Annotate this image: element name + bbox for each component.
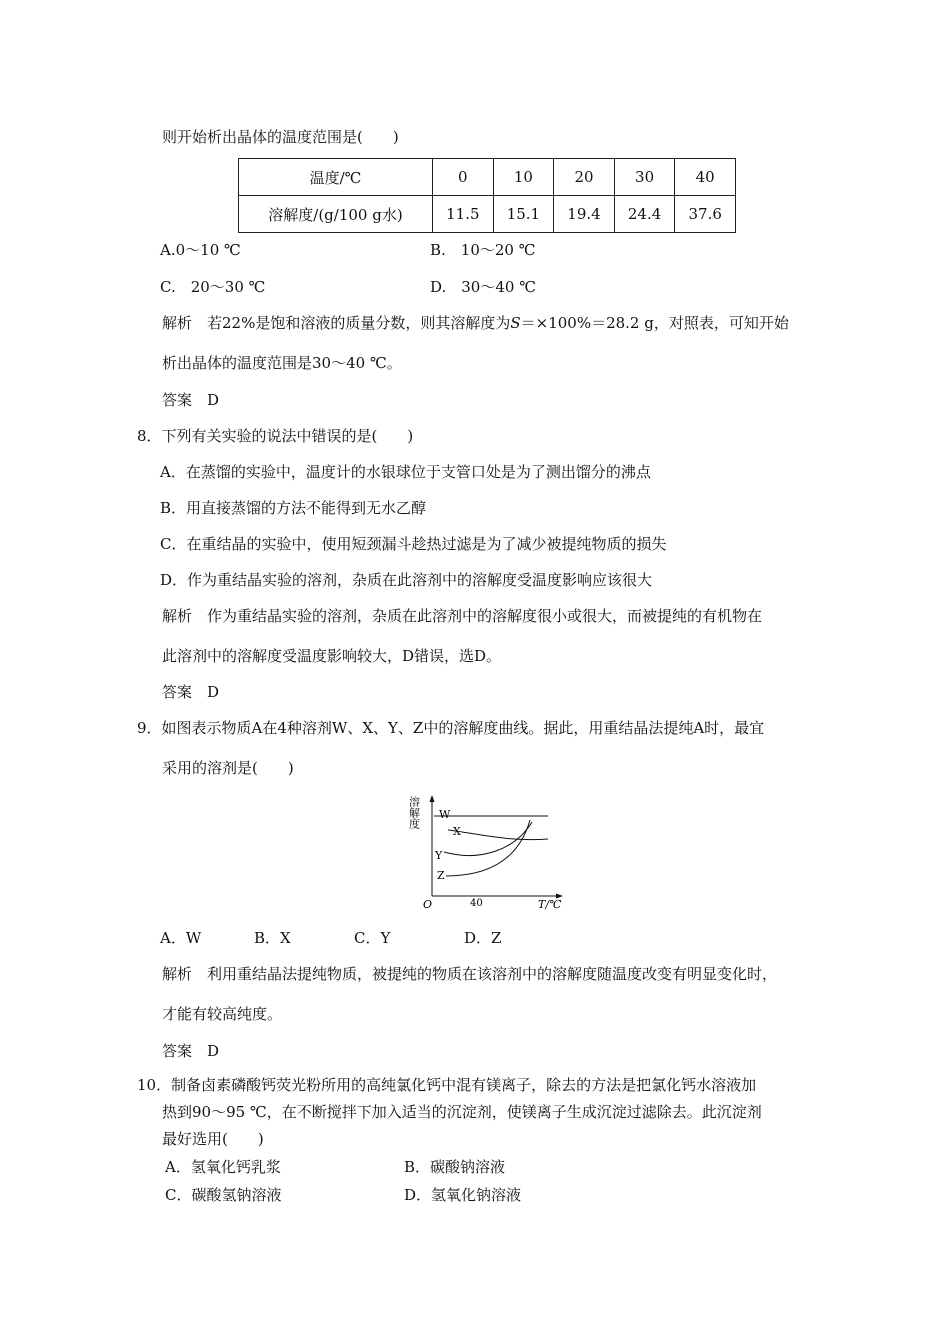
q7-option-b: B. 10～20 ℃ — [430, 241, 536, 259]
table-cell: 40 — [675, 159, 736, 196]
table-row-header: 溶解度/(g/100 g水) — [239, 196, 433, 233]
curve-label-w: W — [439, 808, 451, 821]
q7-option-c: C. 20～30 ℃ — [160, 278, 266, 296]
q9-analysis-line-1: 解析 利用重结晶法提纯物质，被提纯的物质在该溶剂中的溶解度随温度改变有明显变化时， — [162, 965, 778, 983]
q8-option-d: D．作为重结晶实验的溶剂，杂质在此溶剂中的溶解度受温度影响应该很大 — [160, 571, 653, 589]
q8-option-b: B．用直接蒸馏的方法不能得到无水乙醇 — [160, 499, 427, 517]
q8-analysis-line-2: 此溶剂中的溶解度受温度影响较大，D错误，选D。 — [162, 647, 502, 665]
q9-answer: 答案 D — [162, 1042, 220, 1060]
curve-x — [448, 830, 548, 840]
q9-option-d: D．Z — [464, 929, 502, 947]
solubility-curves-figure — [407, 792, 570, 911]
q8-stem: 8．下列有关实验的说法中错误的是( ) — [137, 427, 414, 445]
curve-label-x: X — [453, 825, 461, 838]
q10-stem-line-2: 热到90～95 ℃，在不断搅拌下加入适当的沉淀剂，使镁离子生成沉淀过滤除去。此沉淀剂 — [162, 1103, 762, 1121]
table-row-header: 温度/℃ — [239, 159, 433, 196]
origin-label: O — [423, 898, 433, 911]
q7-option-a: A.0～10 ℃ — [160, 241, 241, 259]
q7-stem-tail: 则开始析出晶体的温度范围是( ) — [162, 128, 399, 146]
y-axis-arrow — [430, 795, 435, 802]
table-cell: 19.4 — [554, 196, 615, 233]
table-row — [239, 159, 736, 196]
q9-stem-line-2: 采用的溶剂是( ) — [162, 759, 294, 777]
table-cell: 0 — [433, 159, 494, 196]
q7-analysis-text: 解析 若22%是饱和溶液的质量分数，则其溶解度为 — [162, 314, 511, 332]
table-row — [239, 196, 736, 233]
q8-analysis-line-1: 解析 作为重结晶实验的溶剂，杂质在此溶剂中的溶解度很小或很大，而被提纯的有机物在 — [162, 607, 763, 625]
table-cell: 10 — [493, 159, 554, 196]
q7-analysis-text: ＝×100%＝28.2 g，对照表，可知开始 — [520, 314, 789, 332]
table-cell: 11.5 — [433, 196, 494, 233]
q7-option-d: D. 30～40 ℃ — [430, 278, 536, 296]
q7-analysis-line-1 — [162, 313, 789, 333]
curve-label-z: Z — [437, 869, 445, 882]
q7-analysis-variable: S — [510, 314, 521, 332]
q9-option-b: B．X — [254, 929, 291, 947]
q7-answer: 答案 D — [162, 391, 220, 409]
table-cell: 20 — [554, 159, 615, 196]
solubility-table — [238, 158, 736, 233]
table-cell: 24.4 — [614, 196, 675, 233]
x-axis-label: T/℃ — [538, 898, 562, 911]
q7-analysis-line-2: 析出晶体的温度范围是30～40 ℃。 — [162, 354, 402, 372]
q9-analysis-line-2: 才能有较高纯度。 — [162, 1005, 283, 1023]
table-cell: 15.1 — [493, 196, 554, 233]
q9-option-a: A．W — [160, 929, 202, 947]
curve-label-y: Y — [435, 849, 443, 862]
q8-option-c: C．在重结晶的实验中，使用短颈漏斗趁热过滤是为了减少被提纯物质的损失 — [160, 535, 667, 553]
q10-option-a: A．氢氧化钙乳浆 — [165, 1158, 281, 1176]
table-cell: 30 — [614, 159, 675, 196]
x-tick-label: 40 — [470, 898, 483, 909]
q10-stem-line-1: 10．制备卤素磷酸钙荧光粉所用的高纯氯化钙中混有镁离子，除去的方法是把氯化钙水溶液加 — [137, 1076, 757, 1094]
q8-answer: 答案 D — [162, 683, 220, 701]
q10-option-c: C．碳酸氢钠溶液 — [165, 1186, 282, 1204]
table-cell: 37.6 — [675, 196, 736, 233]
q8-option-a: A．在蒸馏的实验中，温度计的水银球位于支管口处是为了测出馏分的沸点 — [160, 463, 651, 481]
q9-option-c: C．Y — [354, 929, 391, 947]
q10-option-b: B．碳酸钠溶液 — [404, 1158, 506, 1176]
q10-option-d: D．氢氧化钠溶液 — [404, 1186, 522, 1204]
q9-stem-line-1: 9．如图表示物质A在4种溶剂W、X、Y、Z中的溶解度曲线。据此，用重结晶法提纯A时，最宜 — [137, 719, 765, 737]
q10-stem-line-3: 最好选用( ) — [162, 1130, 264, 1148]
y-axis-label: 溶解度 — [407, 796, 421, 829]
